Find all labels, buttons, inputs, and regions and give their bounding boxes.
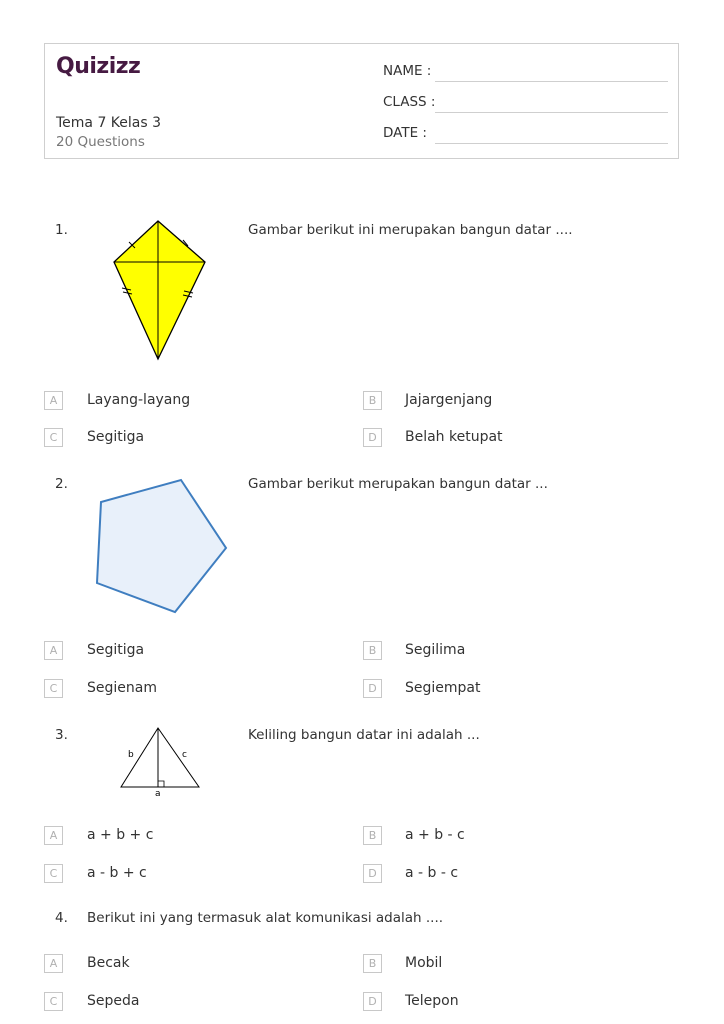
question-number: 3. <box>55 727 68 743</box>
option-letter-box[interactable]: C <box>44 992 63 1011</box>
option-text[interactable]: Layang-layang <box>87 392 191 408</box>
option-letter-box[interactable]: D <box>363 679 382 698</box>
option-text[interactable]: a + b - c <box>405 827 465 843</box>
name-label: NAME : <box>383 63 432 79</box>
side-label-a: a <box>155 789 161 799</box>
worksheet-header <box>44 43 679 159</box>
option-letter-box[interactable]: A <box>44 391 63 410</box>
date-label: DATE : <box>383 125 427 141</box>
option-letter-box[interactable]: C <box>44 679 63 698</box>
name-line[interactable] <box>435 81 668 82</box>
worksheet-title: Tema 7 Kelas 3 <box>56 115 162 131</box>
question-text: Gambar berikut ini merupakan bangun datar .... <box>248 222 573 238</box>
option-letter-box[interactable]: B <box>363 954 382 973</box>
option-text[interactable]: Telepon <box>405 993 459 1009</box>
option-text[interactable]: Belah ketupat <box>405 429 503 445</box>
class-line[interactable] <box>435 112 668 113</box>
option-letter-box[interactable]: B <box>363 391 382 410</box>
question-text: Gambar berikut merupakan bangun datar ... <box>248 476 548 492</box>
question-text: Berikut ini yang termasuk alat komunikasi adalah .... <box>87 910 444 926</box>
quizizz-logo: Quizizz <box>56 54 141 79</box>
option-text[interactable]: a - b + c <box>87 865 147 881</box>
option-letter-box[interactable]: B <box>363 826 382 845</box>
option-letter-box[interactable]: D <box>363 428 382 447</box>
option-letter-box[interactable]: A <box>44 954 63 973</box>
option-letter-box[interactable]: A <box>44 826 63 845</box>
question-count: 20 Questions <box>56 134 145 150</box>
option-letter-box[interactable]: A <box>44 641 63 660</box>
option-text[interactable]: Mobil <box>405 955 443 971</box>
option-text[interactable]: a + b + c <box>87 827 154 843</box>
question-text: Keliling bangun datar ini adalah ... <box>248 727 480 743</box>
option-text[interactable]: Sepeda <box>87 993 140 1009</box>
date-line[interactable] <box>435 143 668 144</box>
side-label-b: b <box>128 750 134 760</box>
question-number: 4. <box>55 910 68 926</box>
option-text[interactable]: Segienam <box>87 680 157 696</box>
option-text[interactable]: Segilima <box>405 642 466 658</box>
option-text[interactable]: Segitiga <box>87 642 145 658</box>
option-letter-box[interactable]: C <box>44 428 63 447</box>
triangle-figure <box>118 726 202 798</box>
option-letter-box[interactable]: D <box>363 864 382 883</box>
option-text[interactable]: Segiempat <box>405 680 481 696</box>
question-number: 2. <box>55 476 68 492</box>
kite-figure <box>108 218 212 363</box>
option-text[interactable]: a - b - c <box>405 865 459 881</box>
option-text[interactable]: Jajargenjang <box>405 392 493 408</box>
pentagon-figure <box>94 477 230 617</box>
side-label-c: c <box>182 750 187 760</box>
class-label: CLASS : <box>383 94 436 110</box>
option-letter-box[interactable]: D <box>363 992 382 1011</box>
option-text[interactable]: Becak <box>87 955 130 971</box>
option-letter-box[interactable]: B <box>363 641 382 660</box>
option-text[interactable]: Segitiga <box>87 429 145 445</box>
option-letter-box[interactable]: C <box>44 864 63 883</box>
question-number: 1. <box>55 222 68 238</box>
